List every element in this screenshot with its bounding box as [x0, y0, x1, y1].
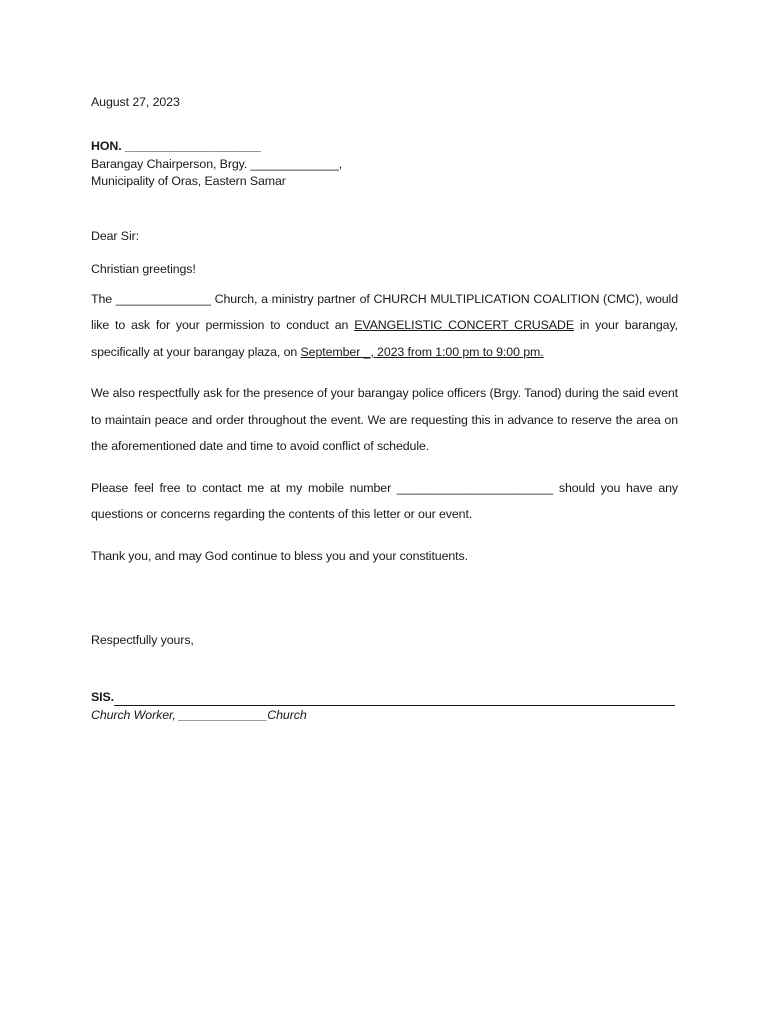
addressee-block	[91, 138, 678, 191]
signature-rule	[114, 692, 675, 706]
greeting: Christian greetings!	[91, 261, 196, 276]
addressee-position: Barangay Chairperson, Brgy. _____________,	[91, 156, 343, 171]
letter-date: August 27, 2023	[91, 95, 180, 109]
letter-body	[91, 93, 678, 724]
paragraph-thanks: Thank you, and may God continue to bless you and your constituents.	[91, 548, 468, 563]
addressee-name: HON. ____________________	[91, 139, 261, 153]
event-name: EVANGELISTIC CONCERT CRUSADE	[354, 318, 574, 332]
paragraph-request-text-2: in your barangay, specifically at your barangay plaza, on	[91, 318, 678, 359]
signature-line	[91, 688, 675, 706]
paragraph-police-request: We also respectfully ask for the presence of your barangay police officers (Brgy. Tanod) during the said event to maintain peace and order throughout the event. We are requesting this in advance to reserve the area on the aforementioned date and time to avoid conflict of schedule.	[91, 386, 678, 453]
closing: Respectfully yours,	[91, 633, 194, 647]
event-schedule: September _, 2023 from 1:00 pm to 9:00 pm.	[300, 344, 544, 359]
salutation: Dear Sir:	[91, 228, 139, 243]
signatory-role: Church Worker, _____________Church	[91, 708, 307, 722]
paragraph-request-text-1: The ______________ Church, a ministry partner of CHURCH MULTIPLICATION COALITION (CMC), would like to ask for your permission to conduct an	[91, 291, 678, 332]
signature-prefix: SIS.	[91, 690, 115, 704]
signature-block	[91, 688, 678, 724]
paragraph-contact: Please feel free to contact me at my mobile number _______________________ should you have any questions or concerns regarding the contents of this letter or our event.	[91, 480, 678, 521]
paragraph-request	[91, 286, 678, 366]
addressee-location: Municipality of Oras, Eastern Samar	[91, 174, 286, 188]
